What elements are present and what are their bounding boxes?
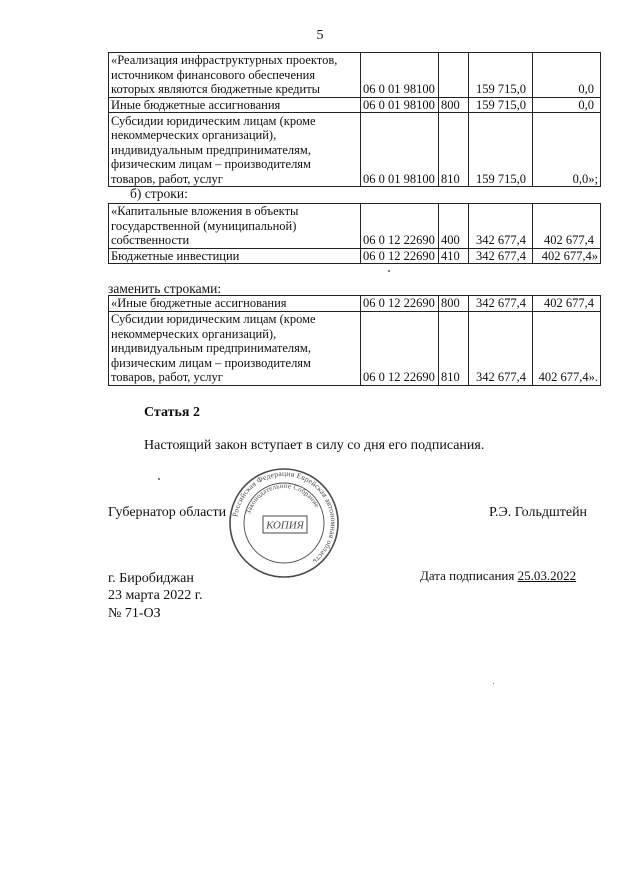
row-description: Субсидии юридическим лицам (кроме некоммерческих организаций), индивидуальным предпринимателям, физическим лицам – производителям товаров, работ, услуг <box>109 113 361 187</box>
subsection-label-b: б) строки: <box>130 186 188 201</box>
amount-2023: 342 677,4 <box>469 204 533 249</box>
amount-2024: 0,0»; <box>533 113 601 187</box>
signatory-position: Губернатор области <box>108 505 227 520</box>
target-code: 06 0 12 22690 <box>361 248 439 264</box>
target-code: 06 0 01 98100 <box>361 113 439 187</box>
amount-2024: 0,0 <box>533 53 601 98</box>
amount-2023: 342 677,4 <box>469 311 533 385</box>
seal-outer-text: Российская Федерация Еврейская автономная область <box>230 468 339 567</box>
table-row <box>109 113 601 187</box>
signing-date-value: 25.03.2022 <box>517 568 577 583</box>
table-row <box>109 296 601 312</box>
article-heading: Статья 2 <box>144 405 200 420</box>
row-description: Иные бюджетные ассигнования <box>109 97 361 113</box>
row-description: Субсидии юридическим лицам (кроме некоммерческих организаций), индивидуальным предпринимателям, физическим лицам – производителям товаров, работ, услуг <box>109 311 361 385</box>
amount-2023: 159 715,0 <box>469 97 533 113</box>
page-number: 5 <box>316 28 324 43</box>
amount-2023: 159 715,0 <box>469 53 533 98</box>
amount-2023: 159 715,0 <box>469 113 533 187</box>
amount-2024: 0,0 <box>533 97 601 113</box>
adoption-date: 23 марта 2022 г. <box>108 588 203 603</box>
amount-2024: 402 677,4». <box>533 311 601 385</box>
target-code: 06 0 01 98100 <box>361 97 439 113</box>
seal-graphic <box>228 467 340 579</box>
row-description: «Капитальные вложения в объекты государственной (муниципальной) собственности <box>109 204 361 249</box>
city: г. Биробиджан <box>108 571 194 586</box>
amount-2023: 342 677,4 <box>469 248 533 264</box>
signing-date <box>420 568 576 584</box>
seal-inner-text: Законодательное Собрание <box>244 481 322 515</box>
table-row <box>109 97 601 113</box>
row-description: «Иные бюджетные ассигнования <box>109 296 361 312</box>
expense-type: 810 <box>439 311 469 385</box>
replace-label: заменить строками: <box>108 281 222 296</box>
table-row <box>109 53 601 98</box>
row-description: Бюджетные инвестиции <box>109 248 361 264</box>
amount-2024: 402 677,4 <box>533 296 601 312</box>
target-code: 06 0 12 22690 <box>361 204 439 249</box>
budget-table-replacement <box>108 295 601 386</box>
expense-type: 800 <box>439 97 469 113</box>
signatory-name: Р.Э. Гольдштейн <box>489 505 588 520</box>
scan-speck <box>493 683 494 684</box>
expense-type: 800 <box>439 296 469 312</box>
amount-2024: 402 677,4 <box>533 204 601 249</box>
law-number: № 71-ОЗ <box>108 606 161 621</box>
official-seal <box>228 467 340 579</box>
expense-type: 410 <box>439 248 469 264</box>
amount-2024: 402 677,4» <box>533 248 601 264</box>
table-row <box>109 311 601 385</box>
scan-speck <box>388 270 390 272</box>
signing-date-label: Дата подписания <box>420 568 515 583</box>
target-code: 06 0 12 22690 <box>361 311 439 385</box>
target-code: 06 0 01 98100 <box>361 53 439 98</box>
expense-type: 400 <box>439 204 469 249</box>
article-text: Настоящий закон вступает в силу со дня его подписания. <box>144 438 485 453</box>
expense-type: 810 <box>439 113 469 187</box>
table-row <box>109 204 601 249</box>
budget-table-original <box>108 52 601 187</box>
scan-speck <box>158 478 160 480</box>
seal-center-text: КОПИЯ <box>266 519 304 532</box>
row-description: «Реализация инфраструктурных проектов, источником финансового обеспечения которых являются бюджетные кредиты <box>109 53 361 98</box>
expense-type <box>439 53 469 98</box>
amount-2023: 342 677,4 <box>469 296 533 312</box>
budget-table-lines <box>108 203 601 264</box>
table-row <box>109 248 601 264</box>
target-code: 06 0 12 22690 <box>361 296 439 312</box>
